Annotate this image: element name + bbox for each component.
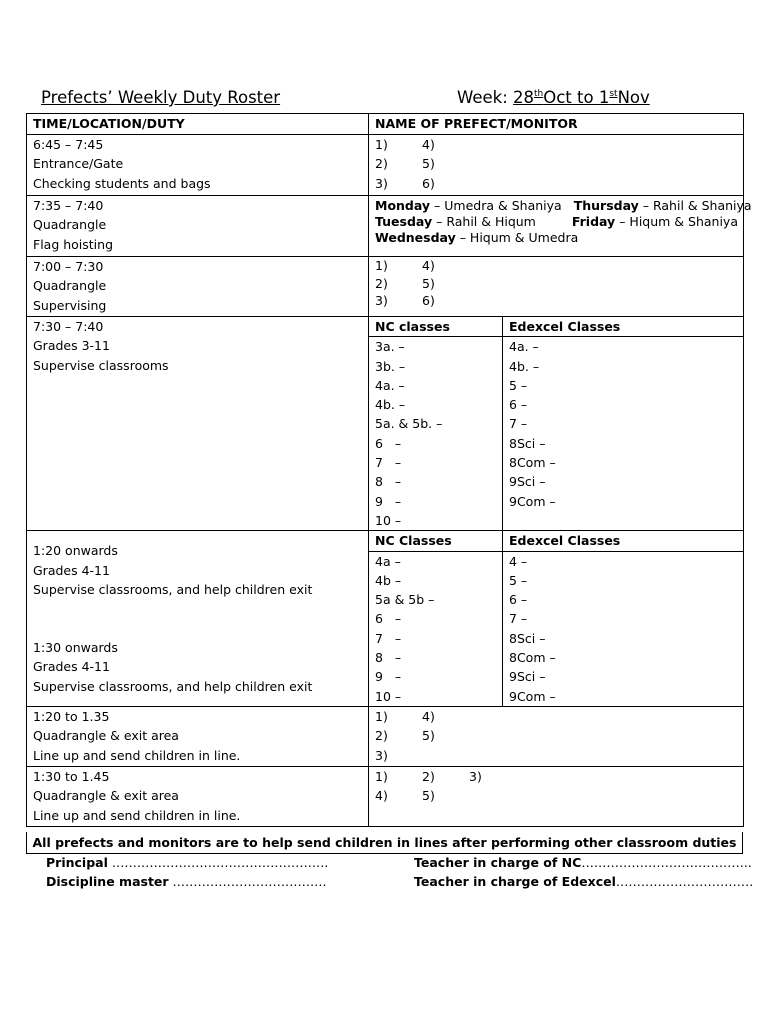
- principal-label: Principal: [46, 855, 108, 870]
- edexcel-class-list: [503, 551, 744, 706]
- slot-number: 4): [422, 708, 435, 724]
- nc-classes-header: NC classes: [369, 317, 503, 337]
- duty-time: 7:35 – 7:40: [33, 198, 104, 213]
- edexcel-classes-header: Edexcel Classes: [503, 317, 744, 337]
- names-wednesday: – Hiqum & Umedra: [455, 230, 579, 245]
- week-month-end: Nov: [617, 88, 650, 107]
- slot-number: 3): [375, 293, 388, 308]
- title-row: [0, 88, 768, 112]
- list-item: 5a & 5b –: [375, 592, 435, 608]
- list-item: 10 –: [375, 512, 402, 528]
- list-item: 4a. –: [509, 339, 539, 355]
- list-item: 7 –: [375, 455, 402, 471]
- slot-number: 5): [422, 156, 435, 172]
- list-item: 5 –: [509, 572, 528, 588]
- slot-number: 1): [375, 768, 388, 784]
- list-item: 5a. & 5b. –: [375, 416, 443, 432]
- discipline-signature-line: [46, 874, 327, 889]
- duty-time: 1:20 onwards: [33, 543, 118, 559]
- duty-grades: Grades 4-11: [33, 659, 110, 675]
- list-item: 8Com –: [509, 650, 556, 666]
- slot-number: 4): [422, 258, 435, 273]
- prefect-slots: [369, 706, 744, 766]
- list-item: 6 –: [509, 592, 528, 608]
- column-header-names: NAME OF PREFECT/MONITOR: [369, 114, 744, 135]
- list-item: 8Sci –: [509, 435, 546, 451]
- duty-task: Line up and send children in line.: [33, 747, 241, 763]
- list-item: 9Com –: [509, 493, 556, 509]
- duty-task: Supervise classrooms, and help children exit: [33, 678, 313, 694]
- duty-task: Line up and send children in line.: [33, 807, 241, 823]
- list-item: 4b. –: [375, 397, 406, 413]
- duty-cell: [27, 135, 369, 196]
- slot-number: 4): [422, 137, 435, 152]
- list-item: 9Sci –: [509, 474, 546, 490]
- discipline-dots: ……………………………….: [168, 874, 327, 889]
- duty-task: Checking students and bags: [33, 175, 211, 191]
- names-friday: – Hiqum & Shaniya: [615, 214, 738, 229]
- duty-time: 1:20 to 1.35: [33, 708, 110, 724]
- week-sup-end: st: [609, 89, 618, 99]
- document-title: Prefects’ Weekly Duty Roster: [41, 88, 281, 107]
- edexcel-teacher-label: Teacher in charge of Edexcel: [414, 874, 616, 889]
- duty-cell: [27, 706, 369, 766]
- week-mid: Oct to 1: [543, 88, 610, 107]
- list-item: 6 –: [375, 435, 402, 451]
- list-item: 9Sci –: [509, 669, 546, 685]
- column-header-time: TIME/LOCATION/DUTY: [27, 114, 369, 135]
- list-item: 4a. –: [375, 377, 405, 393]
- week-sup-start: th: [534, 89, 544, 99]
- duty-time: 1:30 onwards: [33, 640, 118, 656]
- nc-teacher-label: Teacher in charge of NC: [414, 855, 582, 870]
- slot-number: 5): [422, 728, 435, 744]
- nc-class-list: [369, 551, 503, 706]
- table-row: [27, 196, 744, 257]
- day-thursday: Thursday: [573, 198, 639, 213]
- week-prefix: Week:: [457, 88, 514, 107]
- table-row: [27, 766, 744, 826]
- list-item: 6 –: [375, 611, 402, 627]
- slot-number: 5): [422, 788, 435, 804]
- edexcel-class-list: [503, 337, 744, 531]
- list-item: 7 –: [509, 611, 528, 627]
- duty-task: Supervising: [33, 297, 107, 313]
- duty-cell: [27, 196, 369, 257]
- list-item: 6 –: [509, 397, 528, 413]
- table-row: [27, 531, 744, 551]
- slot-number: 2): [375, 156, 388, 172]
- duty-time: 6:45 – 7:45: [33, 137, 104, 152]
- names-tuesday: – Rahil & Hiqum: [432, 214, 536, 229]
- list-item: 9 –: [375, 493, 402, 509]
- list-item: 9 –: [375, 669, 402, 685]
- duty-task: Flag hoisting: [33, 236, 114, 252]
- weekly-schedule: [369, 196, 752, 257]
- names-monday: – Umedra & Shaniya: [430, 198, 562, 213]
- duty-task: Supervise classrooms, and help children exit: [33, 581, 313, 597]
- duty-task: Supervise classrooms: [33, 357, 169, 373]
- duty-location: Quadrangle: [33, 217, 107, 233]
- prefect-slots: [369, 257, 744, 317]
- duty-location: Entrance/Gate: [33, 156, 124, 172]
- duty-cell: [27, 531, 369, 707]
- slot-number: 4): [375, 788, 388, 804]
- day-tuesday: Tuesday: [375, 214, 433, 229]
- list-item: 10 –: [375, 688, 402, 704]
- duty-time: 7:00 – 7:30: [33, 259, 104, 274]
- week-day-start: 28: [513, 88, 535, 107]
- principal-signature-line: [46, 855, 328, 870]
- slot-number: 1): [375, 258, 388, 273]
- slot-number: 5): [422, 275, 435, 291]
- list-item: 4 –: [509, 553, 528, 569]
- duty-cell: [27, 257, 369, 317]
- edexcel-teacher-dots: ……………………………: [615, 874, 754, 889]
- table-row: [27, 257, 744, 317]
- list-item: 8 –: [375, 474, 402, 490]
- duty-location: Quadrangle: [33, 278, 107, 294]
- table-header-row: [27, 114, 744, 135]
- slot-number: 6): [422, 293, 435, 308]
- duty-location: Quadrangle & exit area: [33, 728, 179, 744]
- list-item: 4b. –: [509, 358, 540, 374]
- list-item: 7 –: [509, 416, 528, 432]
- list-item: 3b. –: [375, 358, 406, 374]
- slot-number: 1): [375, 708, 388, 724]
- duty-grades: Grades 4-11: [33, 562, 110, 578]
- table-row: [27, 317, 744, 337]
- footer-note: All prefects and monitors are to help send children in lines after performing other classroom duties: [26, 832, 743, 854]
- duty-time: 1:30 to 1.45: [33, 768, 110, 784]
- duty-time: 7:30 – 7:40: [33, 319, 104, 334]
- nc-teacher-dots: …………………………………..: [581, 855, 752, 870]
- duty-cell: [27, 766, 369, 826]
- table-row: [27, 706, 744, 766]
- slot-number: 2): [375, 728, 388, 744]
- day-wednesday: Wednesday: [375, 230, 456, 245]
- principal-dots: …………………………………………….: [107, 855, 329, 870]
- names-thursday: – Rahil & Shaniya: [638, 198, 752, 213]
- day-friday: Friday: [571, 214, 616, 229]
- list-item: 8 –: [375, 650, 402, 666]
- edexcel-teacher-signature-line: [414, 874, 753, 889]
- slot-number: 2): [375, 275, 388, 291]
- list-item: 4a –: [375, 553, 401, 569]
- day-monday: Monday: [375, 198, 431, 213]
- list-item: 8Com –: [509, 455, 556, 471]
- nc-class-list: [369, 337, 503, 531]
- edexcel-classes-header: Edexcel Classes: [503, 531, 744, 551]
- slot-number: 6): [422, 175, 435, 191]
- list-item: 3a. –: [375, 339, 405, 355]
- slot-number: 3): [469, 768, 482, 784]
- slot-number: 2): [422, 768, 435, 784]
- duty-roster-table: [26, 113, 752, 827]
- list-item: 8Sci –: [509, 630, 546, 646]
- week-range: [457, 88, 650, 107]
- discipline-label: Discipline master: [46, 874, 169, 889]
- nc-teacher-signature-line: [414, 855, 752, 870]
- list-item: 4b –: [375, 572, 402, 588]
- duty-location: Quadrangle & exit area: [33, 788, 179, 804]
- table-row: [27, 135, 744, 196]
- list-item: 7 –: [375, 630, 402, 646]
- duty-cell: [27, 317, 369, 531]
- list-item: 5 –: [509, 377, 528, 393]
- nc-classes-header: NC Classes: [369, 531, 503, 551]
- prefect-slots: [369, 135, 744, 196]
- prefect-slots: [369, 766, 744, 826]
- slot-number: 3): [375, 175, 388, 191]
- slot-number: 3): [375, 747, 388, 763]
- list-item: 9Com –: [509, 688, 556, 704]
- slot-number: 1): [375, 137, 388, 152]
- duty-grades: Grades 3-11: [33, 338, 110, 354]
